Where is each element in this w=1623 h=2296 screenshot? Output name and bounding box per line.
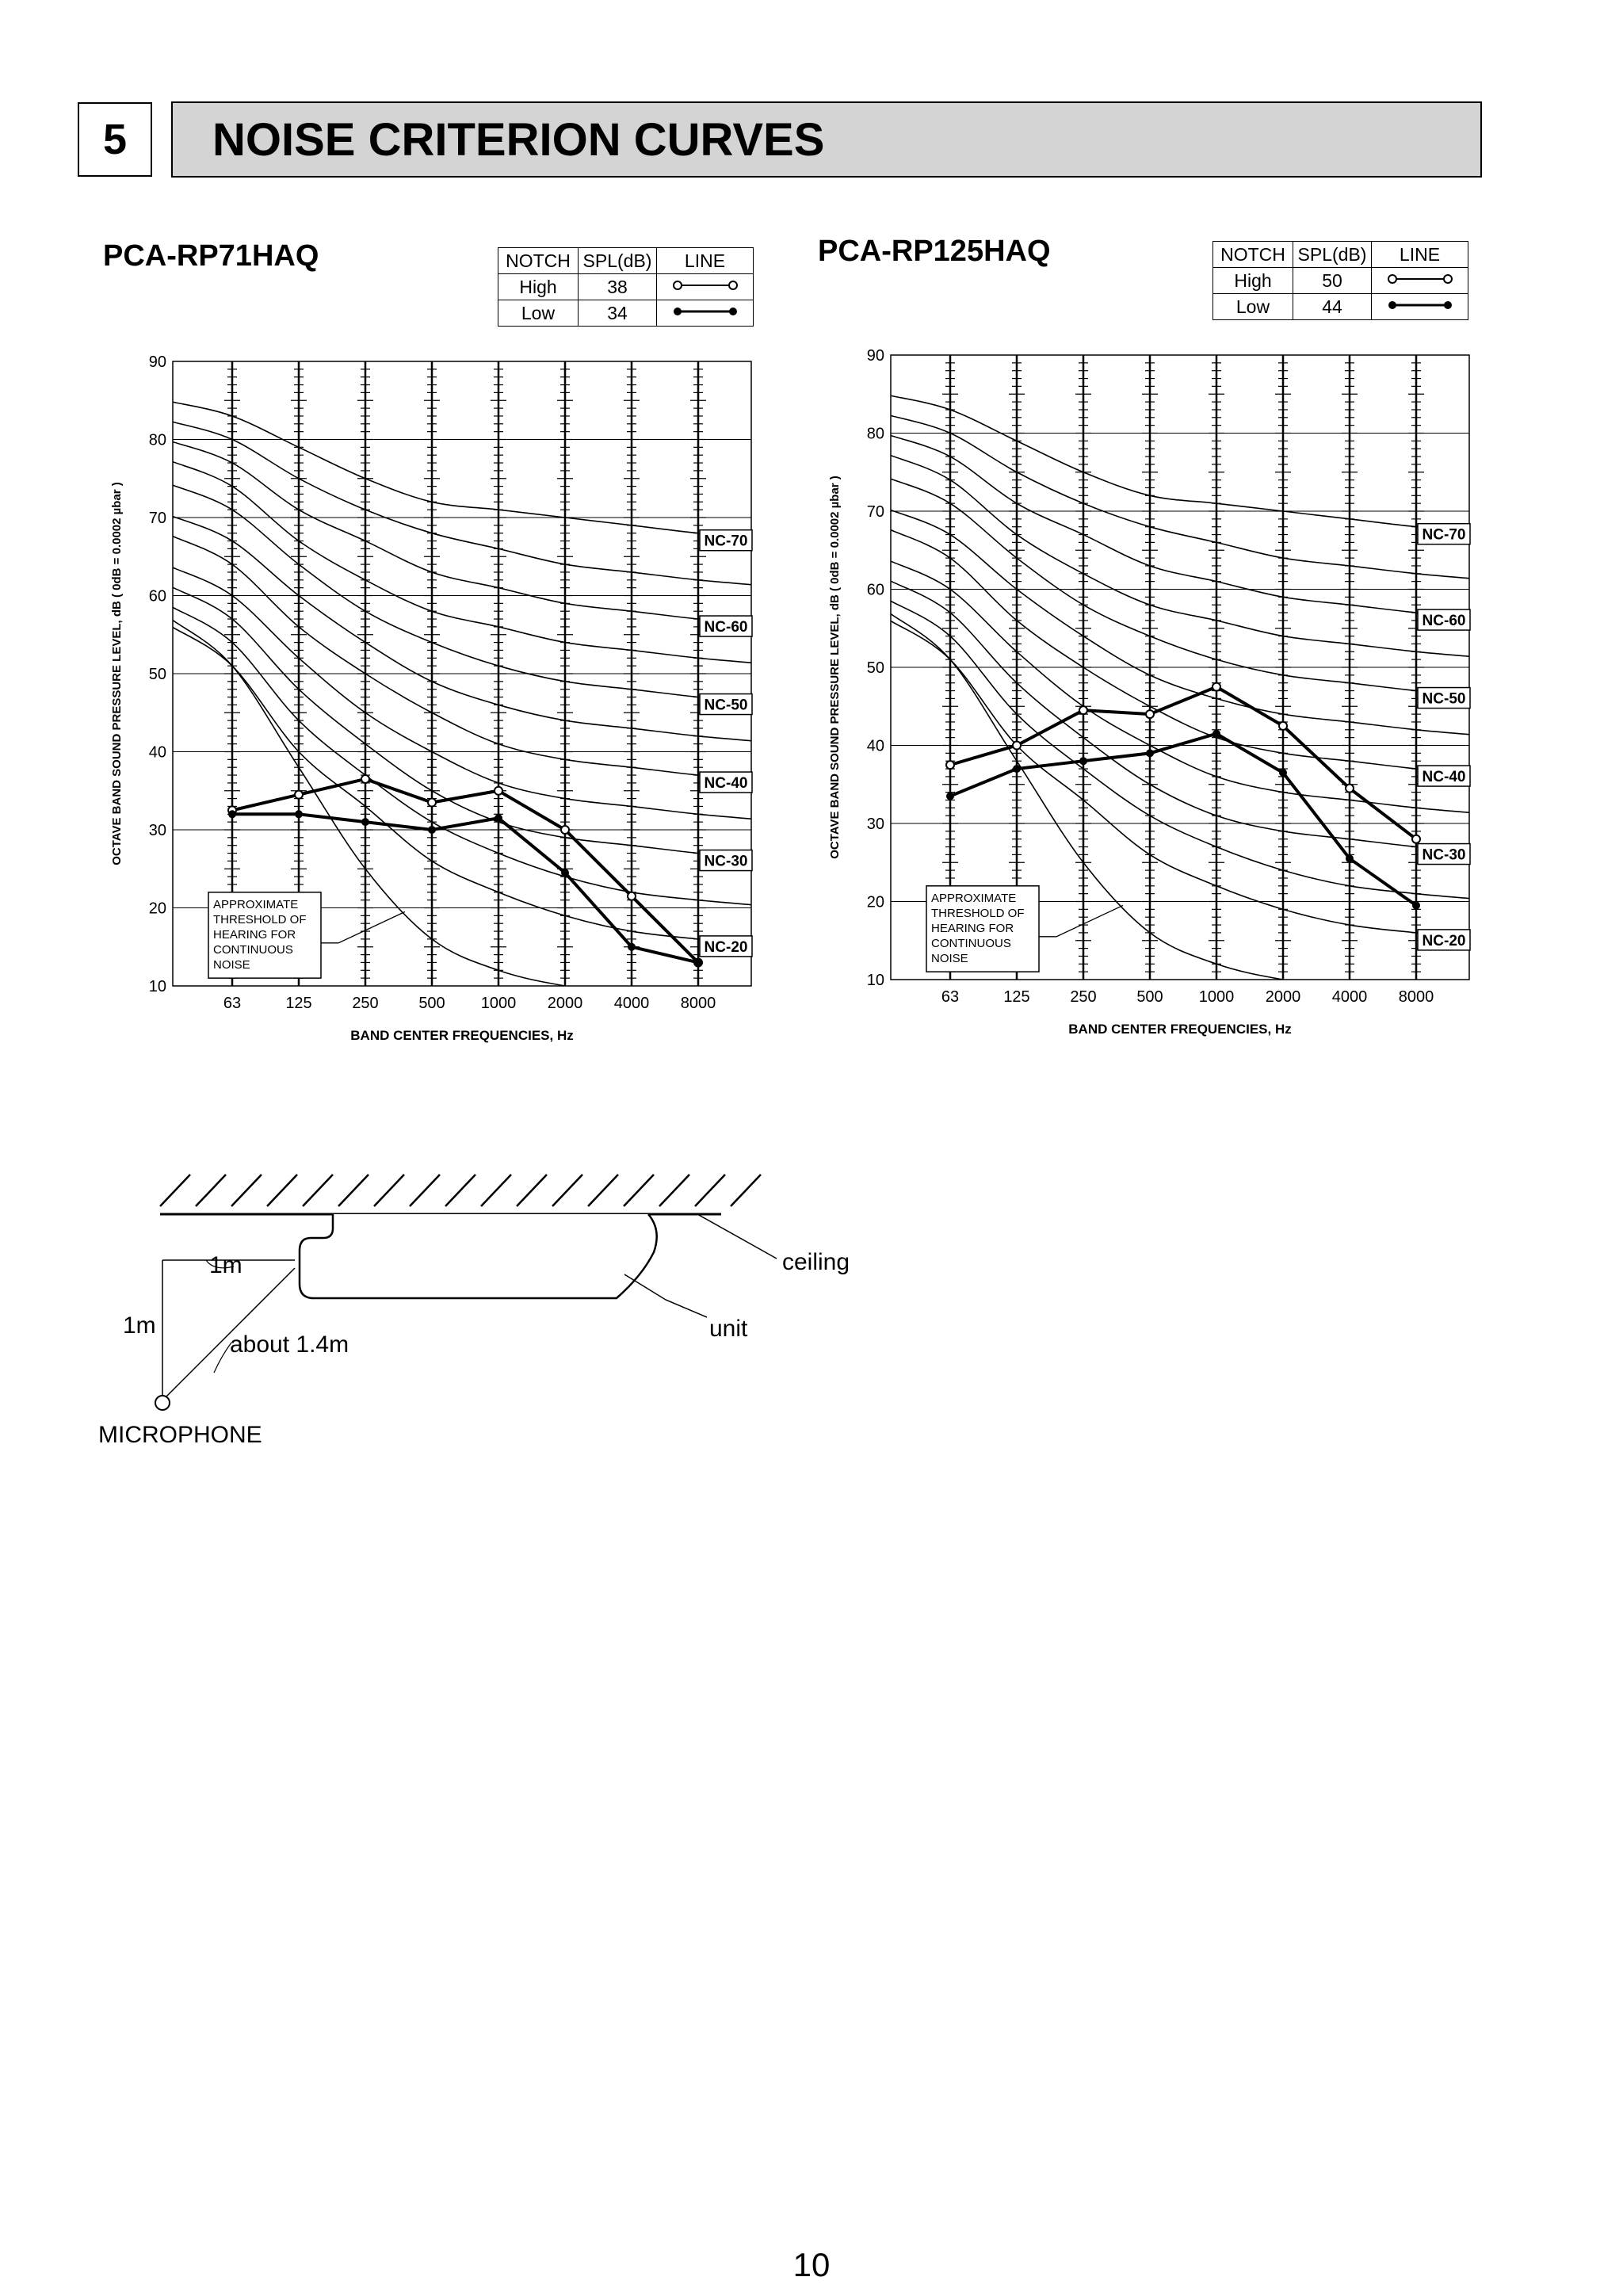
legend-low-spl: 34 — [579, 300, 657, 327]
x-tick-label: 2000 — [547, 995, 583, 1012]
data-point-high — [1146, 710, 1154, 718]
data-point-low — [1146, 749, 1154, 757]
x-tick-label: 250 — [352, 995, 379, 1012]
ceiling-label: ceiling — [782, 1249, 850, 1275]
chart-title-left: PCA-RP71HAQ — [103, 239, 319, 273]
y-tick-label: 60 — [148, 587, 166, 606]
horizontal-label: 1m — [209, 1252, 242, 1278]
microphone-label: MICROPHONE — [98, 1422, 262, 1448]
nc-label: NC-70 — [704, 533, 748, 550]
x-tick-label: 250 — [1070, 988, 1097, 1006]
data-point-high — [628, 892, 636, 900]
nc-label: NC-30 — [1422, 846, 1466, 864]
threshold-text: APPROXIMATE — [931, 891, 1017, 905]
legend-low-label: Low — [498, 300, 579, 327]
diagonal-label: about 1.4m — [230, 1331, 349, 1358]
data-point-low — [946, 793, 954, 800]
y-tick-label: 50 — [148, 666, 166, 683]
data-point-high — [1079, 706, 1087, 714]
threshold-text: THRESHOLD OF — [213, 912, 307, 926]
data-point-low — [561, 869, 569, 877]
data-point-low — [361, 818, 369, 826]
nc-label: NC-60 — [1422, 613, 1466, 630]
y-axis-title: OCTAVE BAND SOUND PRESSURE LEVEL, dB ( 0dB = 0.0002 µbar ) — [828, 476, 842, 859]
legend-high-spl: 38 — [579, 274, 657, 300]
x-tick-label: 1000 — [480, 995, 517, 1012]
x-tick-label: 125 — [285, 995, 312, 1012]
x-tick-label: 1000 — [1198, 988, 1235, 1006]
legend-low-line — [657, 300, 754, 327]
legend-header-notch: NOTCH — [498, 248, 579, 274]
y-tick-label: 40 — [866, 737, 884, 755]
data-point-low — [295, 810, 303, 818]
data-point-low — [1279, 769, 1287, 777]
y-tick-label: 50 — [866, 659, 884, 677]
microphone-icon — [155, 1396, 170, 1410]
unit-body — [300, 1214, 657, 1298]
y-tick-label: 90 — [148, 353, 166, 371]
ceiling-leader — [697, 1214, 777, 1259]
page-number: 10 — [792, 2246, 831, 2283]
x-tick-label: 63 — [223, 995, 242, 1012]
data-point-high — [1013, 742, 1021, 750]
x-tick-label: 500 — [1136, 988, 1163, 1006]
y-tick-label: 20 — [148, 900, 166, 918]
nc-label: NC-40 — [1422, 769, 1466, 786]
filled-marker-line-icon — [670, 304, 741, 319]
data-point-high — [1346, 785, 1354, 793]
nc-label: NC-20 — [1422, 932, 1466, 949]
data-point-high — [1412, 835, 1420, 843]
vertical-label: 1m — [123, 1312, 156, 1339]
threshold-text: HEARING FOR — [931, 921, 1014, 935]
data-point-low — [628, 943, 636, 951]
y-tick-label: 20 — [866, 893, 884, 911]
x-tick-label: 125 — [1003, 988, 1030, 1006]
nc-label: NC-40 — [704, 775, 748, 793]
data-point-high — [295, 791, 303, 799]
data-point-high — [1279, 722, 1287, 730]
legend-header-line: LINE — [657, 248, 754, 274]
threshold-text: NOISE — [931, 951, 968, 965]
x-tick-label: 63 — [941, 988, 960, 1006]
x-tick-label: 2000 — [1265, 988, 1301, 1006]
x-tick-label: 8000 — [680, 995, 716, 1012]
legend-low-spl: 44 — [1293, 294, 1372, 320]
y-axis-title: OCTAVE BAND SOUND PRESSURE LEVEL, dB ( 0dB = 0.0002 µbar ) — [110, 482, 124, 865]
nc-label: NC-70 — [1422, 526, 1466, 544]
data-point-low — [1346, 854, 1354, 862]
page-title: NOISE CRITERION CURVES — [171, 101, 1482, 178]
legend-low-line — [1372, 294, 1468, 320]
data-point-low — [428, 826, 436, 834]
x-axis-title: BAND CENTER FREQUENCIES, Hz — [1068, 1022, 1292, 1037]
data-point-low — [694, 958, 702, 966]
x-tick-label: 8000 — [1398, 988, 1434, 1006]
y-tick-label: 70 — [148, 510, 166, 527]
x-axis-title: BAND CENTER FREQUENCIES, Hz — [350, 1028, 574, 1043]
mounting-diagram — [87, 1165, 880, 1458]
data-point-high — [946, 761, 954, 769]
filled-marker-line-icon — [1384, 297, 1456, 313]
nc-label: NC-50 — [1422, 690, 1466, 708]
chart-title-right: PCA-RP125HAQ — [818, 235, 1051, 268]
legend-header-notch: NOTCH — [1213, 242, 1293, 268]
nc-label: NC-60 — [704, 619, 748, 636]
open-marker-line-icon — [670, 277, 741, 293]
ceiling-hatch — [160, 1175, 761, 1206]
data-point-high — [361, 775, 369, 783]
threshold-text: NOISE — [213, 957, 250, 972]
y-tick-label: 10 — [148, 978, 166, 995]
legend-header-spl: SPL(dB) — [579, 248, 657, 274]
x-tick-label: 4000 — [613, 995, 650, 1012]
y-tick-label: 80 — [866, 425, 884, 443]
legend-high-spl: 50 — [1293, 268, 1372, 294]
data-point-low — [228, 810, 236, 818]
y-tick-label: 40 — [148, 743, 166, 762]
threshold-text: THRESHOLD OF — [931, 906, 1025, 920]
open-marker-line-icon — [1384, 271, 1456, 287]
nc-label: NC-50 — [704, 697, 748, 714]
data-point-high — [495, 787, 502, 795]
section-number: 5 — [78, 102, 152, 177]
legend-high-label: High — [1213, 268, 1293, 294]
legend-table-right — [1212, 241, 1468, 320]
x-tick-label: 500 — [418, 995, 445, 1012]
x-tick-label: 4000 — [1331, 988, 1368, 1006]
data-point-high — [428, 799, 436, 807]
data-point-high — [561, 826, 569, 834]
nc-chart-right — [821, 342, 1495, 1040]
y-tick-label: 30 — [148, 822, 166, 839]
threshold-text: HEARING FOR — [213, 927, 296, 942]
y-tick-label: 80 — [148, 431, 166, 449]
legend-header-line: LINE — [1372, 242, 1468, 268]
legend-table-left — [498, 247, 754, 327]
threshold-text: CONTINUOUS — [931, 936, 1011, 950]
y-tick-label: 90 — [866, 347, 884, 365]
legend-high-line — [657, 274, 754, 300]
legend-header-spl: SPL(dB) — [1293, 242, 1372, 268]
unit-leader — [624, 1274, 707, 1317]
legend-low-label: Low — [1213, 294, 1293, 320]
data-point-low — [1412, 901, 1420, 909]
nc-label: NC-30 — [704, 853, 748, 870]
threshold-text: CONTINUOUS — [213, 942, 293, 957]
data-point-low — [1013, 765, 1021, 773]
threshold-text: APPROXIMATE — [213, 897, 299, 911]
y-tick-label: 30 — [866, 816, 884, 833]
data-point-low — [1079, 757, 1087, 765]
y-tick-label: 10 — [866, 972, 884, 989]
data-point-low — [495, 814, 502, 822]
y-tick-label: 70 — [866, 503, 884, 521]
unit-label: unit — [709, 1316, 748, 1342]
nc-label: NC-20 — [704, 938, 748, 956]
data-point-high — [1212, 683, 1220, 691]
data-point-low — [1212, 730, 1220, 738]
legend-high-line — [1372, 268, 1468, 294]
y-tick-label: 60 — [866, 581, 884, 599]
nc-chart-left — [103, 349, 777, 1046]
legend-high-label: High — [498, 274, 579, 300]
